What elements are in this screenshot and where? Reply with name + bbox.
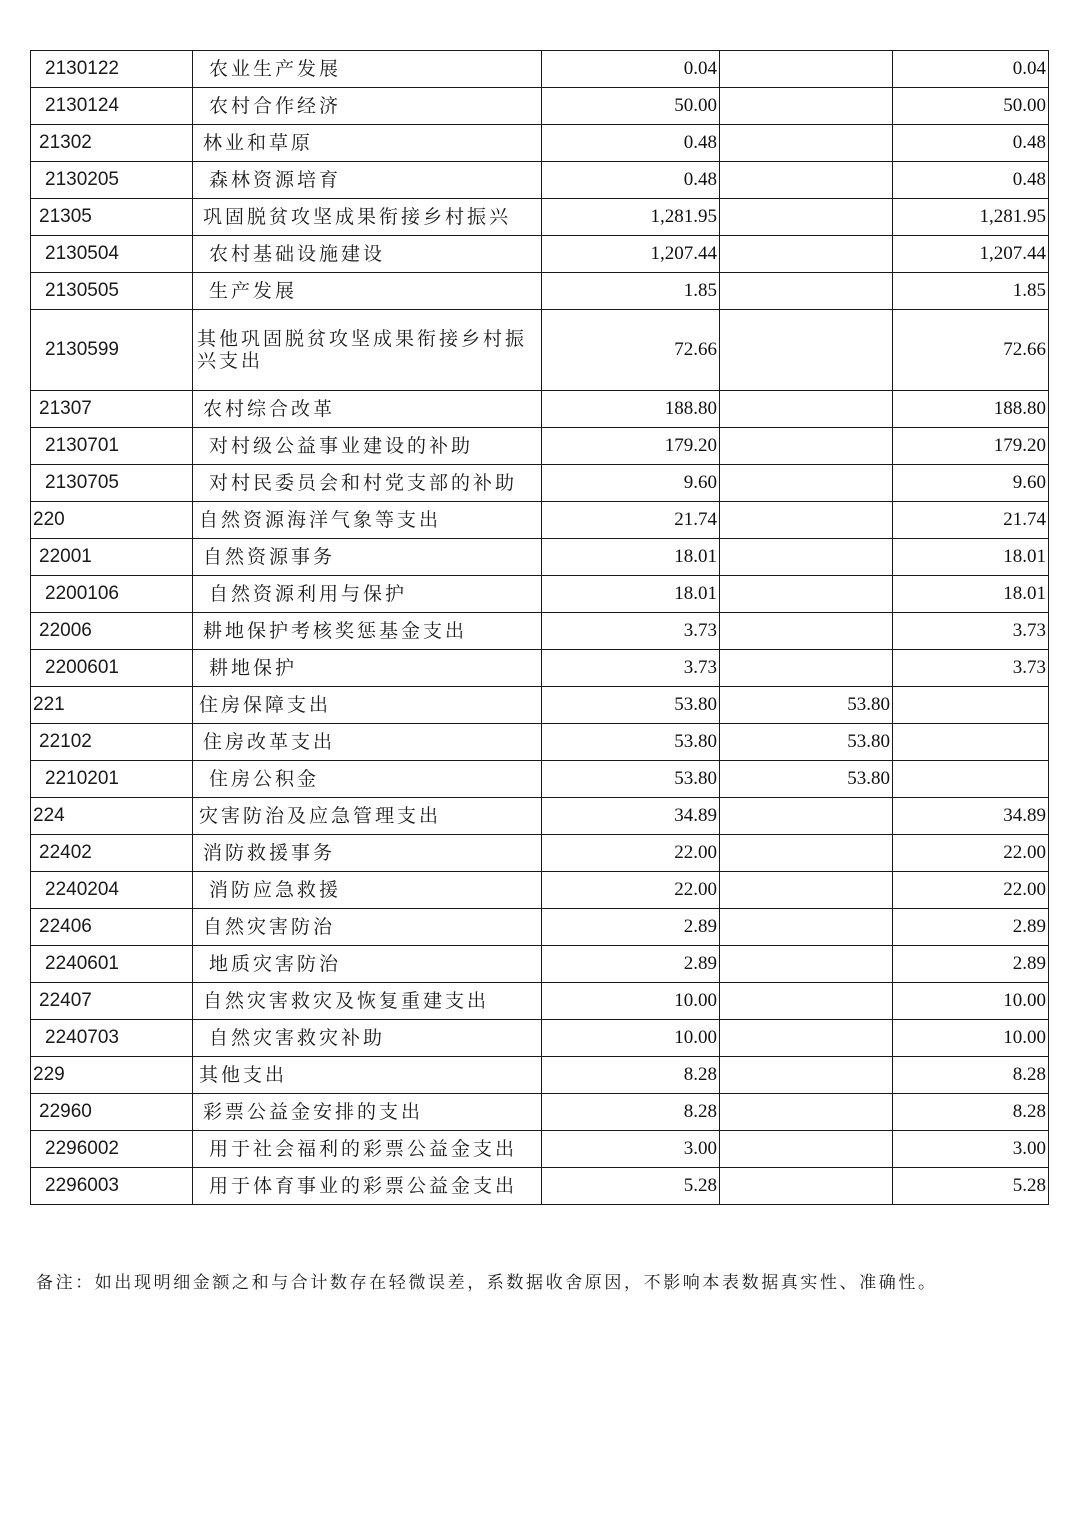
project-amount-cell: 8.28 [893,1057,1049,1094]
total-amount-cell: 0.48 [542,162,720,199]
subject-code-cell: 22402 [31,835,193,872]
project-amount-cell: 2.89 [893,946,1049,983]
subject-code-cell: 2240601 [31,946,193,983]
project-amount-cell: 8.28 [893,1094,1049,1131]
total-amount-cell: 2.89 [542,946,720,983]
project-amount-cell: 179.20 [893,428,1049,465]
basic-amount-cell [720,199,893,236]
basic-amount-cell [720,310,893,391]
subject-code-cell: 2130205 [31,162,193,199]
project-amount-cell: 1,281.95 [893,199,1049,236]
subject-code-cell: 2130122 [31,51,193,88]
table-row [31,1168,1049,1205]
table-row [31,88,1049,125]
subject-name-cell: 自然资源事务 [193,539,542,576]
subject-name-cell: 农村合作经济 [193,88,542,125]
table-row [31,465,1049,502]
table-row [31,162,1049,199]
total-amount-cell: 21.74 [542,502,720,539]
project-amount-cell: 5.28 [893,1168,1049,1205]
subject-code-cell: 2130505 [31,273,193,310]
total-amount-cell: 18.01 [542,539,720,576]
table-row [31,1094,1049,1131]
basic-amount-cell: 53.80 [720,687,893,724]
project-amount-cell [893,724,1049,761]
table-row [31,236,1049,273]
subject-code-cell: 21307 [31,391,193,428]
total-amount-cell: 1.85 [542,273,720,310]
table-row [31,872,1049,909]
table-row [31,502,1049,539]
subject-name-cell: 住房改革支出 [193,724,542,761]
subject-name-cell: 森林资源培育 [193,162,542,199]
total-amount-cell: 3.73 [542,613,720,650]
total-amount-cell: 34.89 [542,798,720,835]
basic-amount-cell [720,539,893,576]
subject-name-cell: 自然资源利用与保护 [193,576,542,613]
project-amount-cell: 188.80 [893,391,1049,428]
basic-amount-cell [720,1131,893,1168]
basic-amount-cell [720,613,893,650]
basic-amount-cell [720,835,893,872]
project-amount-cell [893,761,1049,798]
project-amount-cell: 9.60 [893,465,1049,502]
project-amount-cell: 2.89 [893,909,1049,946]
total-amount-cell: 0.04 [542,51,720,88]
project-amount-cell [893,687,1049,724]
subject-name-cell: 自然灾害防治 [193,909,542,946]
subject-code-cell: 22102 [31,724,193,761]
budget-table-body [31,51,1049,1205]
table-row [31,1020,1049,1057]
total-amount-cell: 5.28 [542,1168,720,1205]
subject-name-cell: 消防应急救援 [193,872,542,909]
subject-code-cell: 22406 [31,909,193,946]
subject-code-cell: 224 [31,798,193,835]
subject-code-cell: 21302 [31,125,193,162]
total-amount-cell: 8.28 [542,1094,720,1131]
table-row [31,125,1049,162]
subject-name-cell: 地质灾害防治 [193,946,542,983]
table-row [31,983,1049,1020]
total-amount-cell: 0.48 [542,125,720,162]
subject-code-cell: 2296002 [31,1131,193,1168]
total-amount-cell: 188.80 [542,391,720,428]
subject-code-cell: 2296003 [31,1168,193,1205]
total-amount-cell: 1,207.44 [542,236,720,273]
subject-name-cell: 其他支出 [193,1057,542,1094]
subject-name-cell: 对村级公益事业建设的补助 [193,428,542,465]
total-amount-cell: 3.73 [542,650,720,687]
table-row [31,798,1049,835]
total-amount-cell: 3.00 [542,1131,720,1168]
table-row [31,613,1049,650]
basic-amount-cell [720,872,893,909]
table-row [31,51,1049,88]
table-row [31,1057,1049,1094]
subject-code-cell: 2240204 [31,872,193,909]
project-amount-cell: 3.73 [893,613,1049,650]
project-amount-cell: 0.48 [893,125,1049,162]
total-amount-cell: 22.00 [542,835,720,872]
project-amount-cell: 10.00 [893,1020,1049,1057]
basic-amount-cell [720,236,893,273]
basic-amount-cell [720,1057,893,1094]
table-row [31,946,1049,983]
project-amount-cell: 3.00 [893,1131,1049,1168]
subject-code-cell: 2130701 [31,428,193,465]
total-amount-cell: 9.60 [542,465,720,502]
subject-name-cell: 林业和草原 [193,125,542,162]
project-amount-cell: 3.73 [893,650,1049,687]
subject-code-cell: 22001 [31,539,193,576]
basic-amount-cell [720,428,893,465]
total-amount-cell: 8.28 [542,1057,720,1094]
total-amount-cell: 50.00 [542,88,720,125]
basic-amount-cell: 53.80 [720,724,893,761]
total-amount-cell: 53.80 [542,724,720,761]
table-row [31,909,1049,946]
basic-amount-cell [720,391,893,428]
subject-name-cell: 自然灾害救灾补助 [193,1020,542,1057]
table-row [31,428,1049,465]
project-amount-cell: 72.66 [893,310,1049,391]
project-amount-cell: 0.04 [893,51,1049,88]
project-amount-cell: 0.48 [893,162,1049,199]
basic-amount-cell [720,51,893,88]
subject-code-cell: 2240703 [31,1020,193,1057]
table-row [31,199,1049,236]
subject-name-cell: 用于社会福利的彩票公益金支出 [193,1131,542,1168]
project-amount-cell: 18.01 [893,539,1049,576]
table-row [31,687,1049,724]
subject-name-cell: 灾害防治及应急管理支出 [193,798,542,835]
total-amount-cell: 22.00 [542,872,720,909]
footnote-remark: 备注：如出现明细金额之和与合计数存在轻微误差，系数据收舍原因，不影响本表数据真实性、准确性。 [36,1273,938,1293]
subject-code-cell: 2200601 [31,650,193,687]
subject-name-cell: 住房保障支出 [193,687,542,724]
subject-name-cell: 彩票公益金安排的支出 [193,1094,542,1131]
table-row [31,835,1049,872]
subject-name-cell: 自然资源海洋气象等支出 [193,502,542,539]
project-amount-cell: 1.85 [893,273,1049,310]
project-amount-cell: 50.00 [893,88,1049,125]
subject-code-cell: 220 [31,502,193,539]
project-amount-cell: 21.74 [893,502,1049,539]
subject-code-cell: 21305 [31,199,193,236]
total-amount-cell: 10.00 [542,1020,720,1057]
subject-code-cell: 22006 [31,613,193,650]
basic-amount-cell [720,125,893,162]
subject-name-cell: 巩固脱贫攻坚成果衔接乡村振兴 [193,199,542,236]
project-amount-cell: 10.00 [893,983,1049,1020]
table-row [31,273,1049,310]
subject-name-cell: 用于体育事业的彩票公益金支出 [193,1168,542,1205]
basic-amount-cell [720,983,893,1020]
subject-name-cell: 自然灾害救灾及恢复重建支出 [193,983,542,1020]
basic-amount-cell [720,502,893,539]
subject-name-cell: 住房公积金 [193,761,542,798]
basic-amount-cell [720,1020,893,1057]
table-row [31,576,1049,613]
subject-code-cell: 2130504 [31,236,193,273]
basic-amount-cell [720,798,893,835]
subject-code-cell: 221 [31,687,193,724]
total-amount-cell: 2.89 [542,909,720,946]
subject-name-cell: 消防救援事务 [193,835,542,872]
total-amount-cell: 72.66 [542,310,720,391]
total-amount-cell: 53.80 [542,761,720,798]
table-row [31,761,1049,798]
subject-name-cell: 耕地保护 [193,650,542,687]
table-row [31,1131,1049,1168]
subject-code-cell: 2200106 [31,576,193,613]
table-row [31,539,1049,576]
basic-amount-cell [720,162,893,199]
table-row [31,391,1049,428]
basic-amount-cell [720,909,893,946]
project-amount-cell: 22.00 [893,835,1049,872]
total-amount-cell: 1,281.95 [542,199,720,236]
basic-amount-cell: 53.80 [720,761,893,798]
project-amount-cell: 18.01 [893,576,1049,613]
subject-name-cell: 农村综合改革 [193,391,542,428]
table-row [31,724,1049,761]
subject-code-cell: 2130705 [31,465,193,502]
basic-amount-cell [720,88,893,125]
subject-code-cell: 22960 [31,1094,193,1131]
table-row [31,650,1049,687]
total-amount-cell: 18.01 [542,576,720,613]
project-amount-cell: 1,207.44 [893,236,1049,273]
total-amount-cell: 179.20 [542,428,720,465]
subject-code-cell: 2130599 [31,310,193,391]
subject-code-cell: 22407 [31,983,193,1020]
subject-name-cell: 其他巩固脱贫攻坚成果衔接乡村振兴支出 [193,310,542,391]
subject-name-cell: 生产发展 [193,273,542,310]
subject-name-cell: 对村民委员会和村党支部的补助 [193,465,542,502]
basic-amount-cell [720,465,893,502]
subject-name-cell: 农业生产发展 [193,51,542,88]
budget-table [30,50,1049,1205]
subject-code-cell: 2130124 [31,88,193,125]
basic-amount-cell [720,946,893,983]
subject-name-cell: 耕地保护考核奖惩基金支出 [193,613,542,650]
total-amount-cell: 10.00 [542,983,720,1020]
project-amount-cell: 22.00 [893,872,1049,909]
subject-code-cell: 2210201 [31,761,193,798]
basic-amount-cell [720,576,893,613]
subject-name-cell: 农村基础设施建设 [193,236,542,273]
subject-code-cell: 229 [31,1057,193,1094]
basic-amount-cell [720,1168,893,1205]
total-amount-cell: 53.80 [542,687,720,724]
basic-amount-cell [720,1094,893,1131]
basic-amount-cell [720,273,893,310]
table-row [31,310,1049,391]
basic-amount-cell [720,650,893,687]
project-amount-cell: 34.89 [893,798,1049,835]
